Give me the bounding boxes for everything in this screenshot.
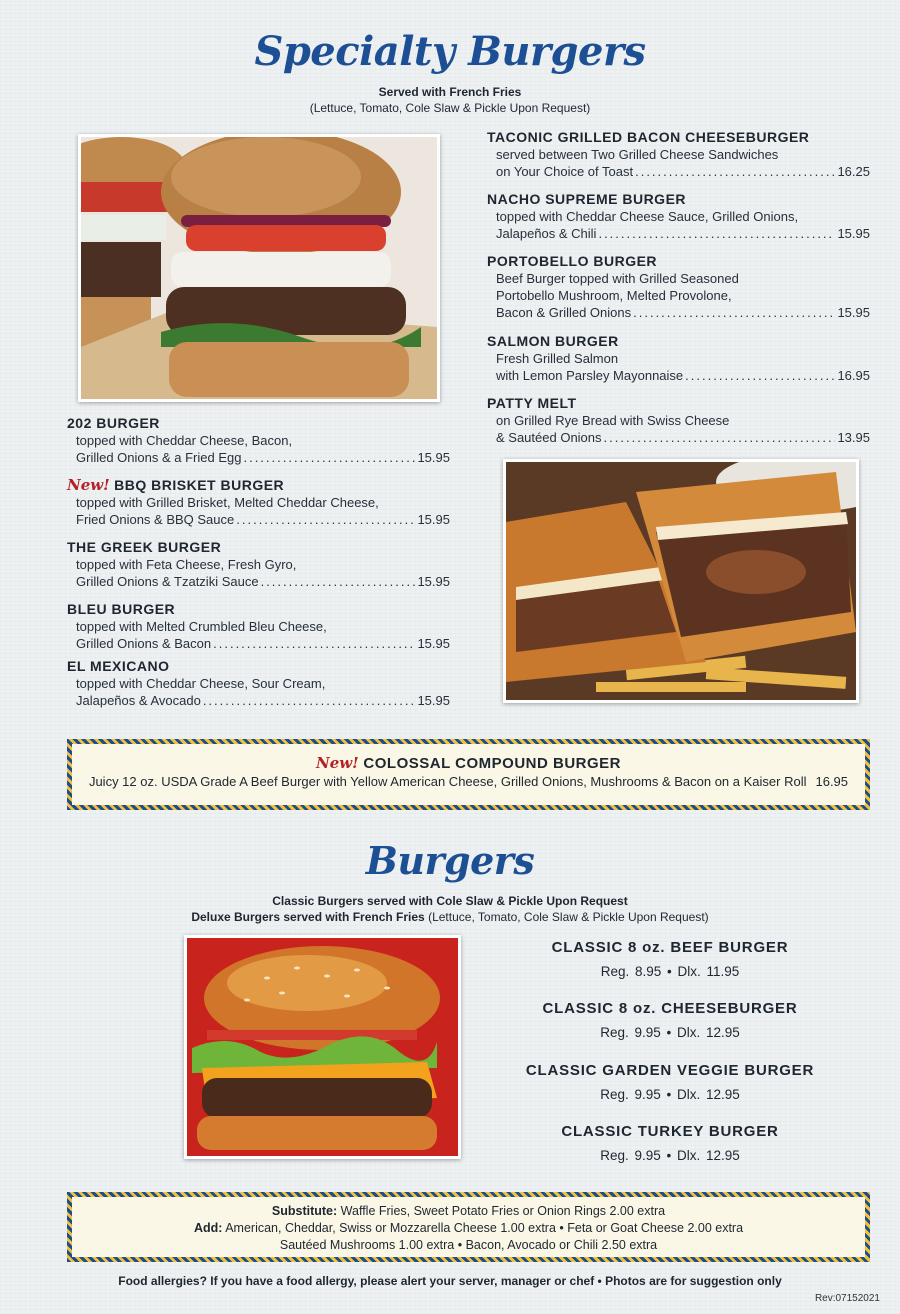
colossal-price: 16.95	[815, 774, 849, 789]
classic-price: Reg. 9.95 • Dlx. 12.95	[600, 1087, 740, 1102]
menu-item-patty-melt	[487, 394, 870, 446]
add-line	[72, 1220, 865, 1237]
item-desc-line: on Grilled Rye Bread with Swiss Cheese	[496, 413, 730, 428]
item-desc-last: Fried Onions & BBQ Sauce	[76, 512, 235, 527]
menu-item-nacho-supreme	[487, 190, 870, 242]
burgers-title: Burgers	[365, 838, 535, 883]
allergy-notice: Food allergies? If you have a food allergy, please alert your server, manager or chef • Photos are for suggestion only	[118, 1274, 782, 1288]
item-name: NACHO SUPREME BURGER	[487, 191, 687, 207]
item-desc-line: topped with Feta Cheese, Fresh Gyro,	[76, 557, 297, 572]
classic-name: CLASSIC TURKEY BURGER	[561, 1123, 779, 1140]
item-name: EL MEXICANO	[67, 658, 170, 674]
item-desc-last: & Sautéed Onions	[496, 430, 602, 445]
revision-code: Rev:07152021	[814, 1293, 880, 1304]
item-price: 15.95	[417, 512, 450, 527]
burgers-classic-note: Classic Burgers served with Cole Slaw & Pickle Upon Request	[272, 894, 628, 908]
item-desc-line: Portobello Mushroom, Melted Provolone,	[496, 288, 732, 303]
item-desc-line: topped with Cheddar Cheese Sauce, Grilled Onions,	[496, 209, 799, 224]
classic-price: Reg. 8.95 • Dlx. 11.95	[600, 964, 740, 979]
substitute-label: Substitute:	[271, 1204, 338, 1218]
classic-item-cheeseburger	[460, 1000, 880, 1040]
item-desc-last: with Lemon Parsley Mayonnaise	[496, 368, 684, 383]
classic-name: CLASSIC 8 oz. BEEF BURGER	[551, 939, 789, 956]
classic-price: Reg. 9.95 • Dlx. 12.95	[600, 1148, 740, 1163]
deluxe-rest: (Lettuce, Tomato, Cole Slaw & Pickle Upon Request)	[428, 910, 709, 924]
menu-item-greek-burger	[67, 538, 450, 590]
classic-item-veggie	[460, 1062, 880, 1102]
colossal-desc: Juicy 12 oz. USDA Grade A Beef Burger with Yellow American Cheese, Grilled Onions, Mushrooms & Bacon on a Kaiser Roll	[88, 774, 807, 789]
item-name: TACONIC GRILLED BACON CHEESEBURGER	[487, 129, 810, 145]
item-desc-line: served between Two Grilled Cheese Sandwiches	[496, 147, 779, 162]
item-desc-line: topped with Grilled Brisket, Melted Cheddar Cheese,	[76, 495, 379, 510]
item-desc-line: topped with Cheddar Cheese, Sour Cream,	[76, 676, 326, 691]
colossal-name: COLOSSAL COMPOUND BURGER	[363, 755, 621, 772]
item-price: 13.95	[837, 430, 870, 445]
menu-item-202-burger	[67, 414, 450, 466]
deluxe-bold: Deluxe Burgers served with French Fries	[191, 910, 425, 924]
classic-burger-photo	[184, 935, 461, 1159]
item-desc-line: Fresh Grilled Salmon	[496, 351, 619, 366]
item-price: 16.95	[837, 368, 870, 383]
add-label: Add:	[193, 1221, 223, 1235]
classic-item-beef	[460, 939, 880, 979]
menu-item-taconic	[487, 128, 870, 180]
specialty-burger-photo	[78, 134, 440, 402]
item-price: 15.95	[417, 450, 450, 465]
new-badge: New!	[67, 476, 110, 494]
classic-price: Reg. 9.95 • Dlx. 12.95	[600, 1025, 740, 1040]
item-name: 202 BURGER	[67, 415, 160, 431]
new-badge: New!	[315, 754, 359, 772]
patty-melt-photo	[503, 459, 859, 703]
item-desc-last: Grilled Onions & a Fried Egg	[76, 450, 242, 465]
classic-item-turkey	[460, 1123, 880, 1163]
menu-item-bleu-burger	[67, 600, 450, 652]
specialty-subtitle: Served with French Fries	[378, 85, 522, 99]
menu-item-salmon	[487, 332, 870, 384]
classic-name: CLASSIC GARDEN VEGGIE BURGER	[525, 1062, 815, 1079]
item-desc-last: Jalapeños & Chili	[496, 226, 597, 241]
item-price: 16.25	[837, 164, 870, 179]
menu-item-portobello	[487, 252, 870, 321]
item-price: 15.95	[417, 693, 450, 708]
add-text: American, Cheddar, Swiss or Mozzarella Cheese 1.00 extra • Feta or Goat Cheese 2.00 extra	[225, 1221, 744, 1235]
item-price: 15.95	[837, 226, 870, 241]
item-name: BBQ BRISKET BURGER	[114, 477, 285, 493]
item-name: BLEU BURGER	[67, 601, 176, 617]
extras-box	[67, 1192, 870, 1262]
item-desc-last: Jalapeños & Avocado	[76, 693, 201, 708]
extras-line-3: Sautéed Mushrooms 1.00 extra • Bacon, Avocado or Chili 2.50 extra	[279, 1238, 658, 1252]
burgers-deluxe-note	[0, 910, 900, 924]
specialty-title: Specialty Burgers	[254, 28, 646, 75]
item-price: 15.95	[417, 636, 450, 651]
menu-item-el-mexicano	[67, 657, 450, 709]
item-desc-last: Grilled Onions & Tzatziki Sauce	[76, 574, 259, 589]
menu-item-bbq-brisket	[67, 476, 450, 528]
item-price: 15.95	[837, 305, 870, 320]
item-desc-line: topped with Melted Crumbled Bleu Cheese,	[76, 619, 327, 634]
item-name: SALMON BURGER	[487, 333, 619, 349]
item-desc-line: topped with Cheddar Cheese, Bacon,	[76, 433, 293, 448]
classic-name: CLASSIC 8 oz. CHEESEBURGER	[542, 1000, 798, 1017]
item-price: 15.95	[417, 574, 450, 589]
item-name: THE GREEK BURGER	[67, 539, 222, 555]
substitute-line	[72, 1203, 865, 1220]
item-desc-last: Bacon & Grilled Onions	[496, 305, 632, 320]
substitute-text: Waffle Fries, Sweet Potato Fries or Onion Rings 2.00 extra	[340, 1204, 666, 1218]
item-name: PATTY MELT	[487, 395, 577, 411]
colossal-burger-box	[67, 739, 870, 810]
item-name: PORTOBELLO BURGER	[487, 253, 658, 269]
item-desc-last: on Your Choice of Toast	[496, 164, 634, 179]
specialty-note: (Lettuce, Tomato, Cole Slaw & Pickle Upon Request)	[309, 101, 591, 115]
item-desc-last: Grilled Onions & Bacon	[76, 636, 212, 651]
item-desc-line: Beef Burger topped with Grilled Seasoned	[496, 271, 739, 286]
